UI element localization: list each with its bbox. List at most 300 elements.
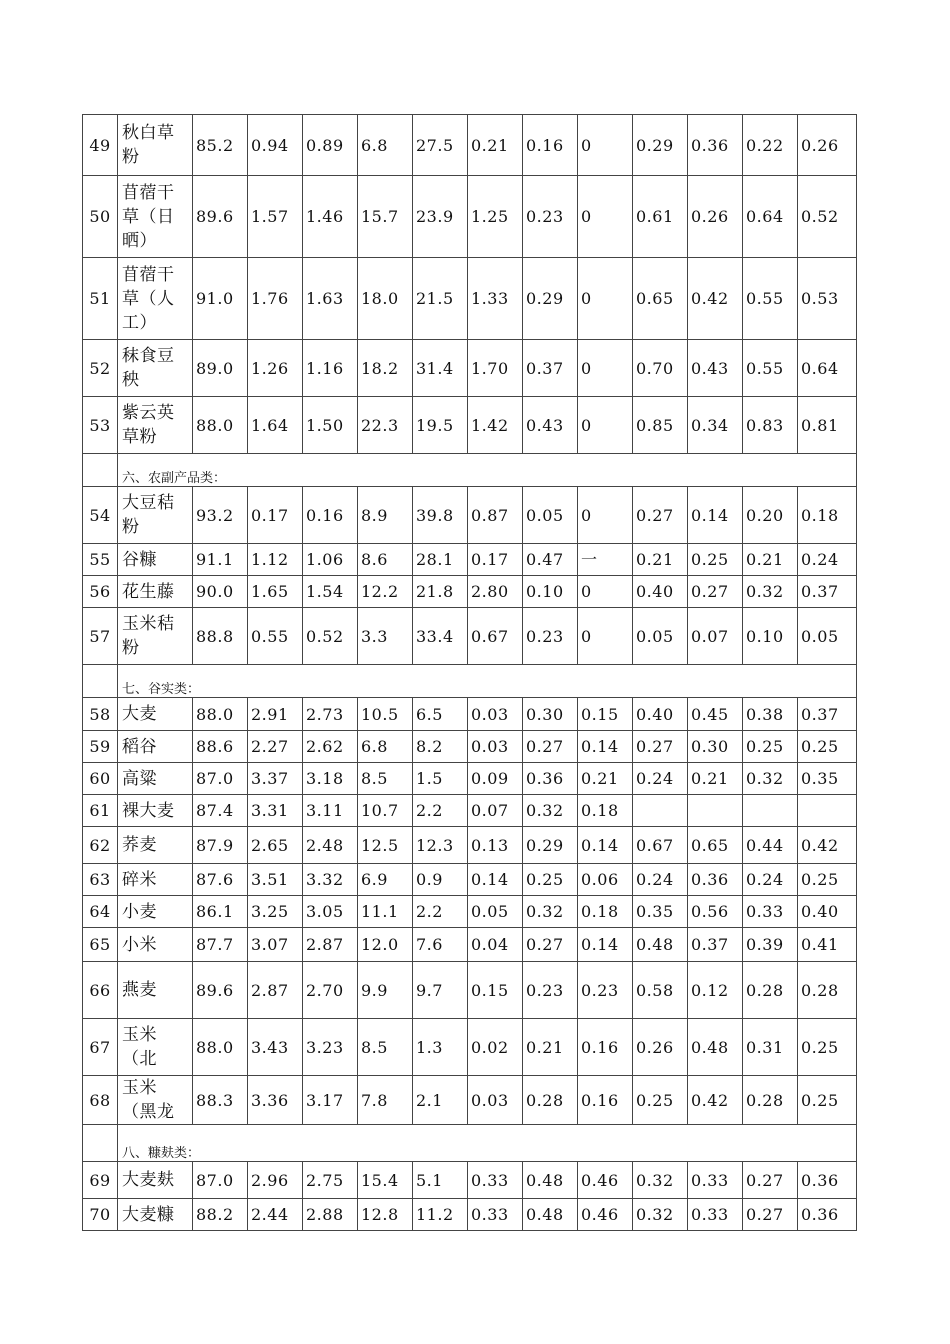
value-cell: 3.11 (303, 795, 358, 827)
value-cell: 0.48 (523, 1199, 578, 1231)
value-cell: 2.48 (303, 827, 358, 864)
value-cell: 2.96 (248, 1162, 303, 1199)
value-cell: 0.24 (633, 763, 688, 795)
value-cell: 0.23 (523, 176, 578, 258)
value-cell: 0.36 (798, 1199, 857, 1231)
row-number: 59 (83, 731, 118, 763)
value-cell: 0.27 (523, 731, 578, 763)
value-cell: 0.25 (743, 731, 798, 763)
value-cell: 88.8 (193, 608, 248, 665)
value-cell: 0 (578, 340, 633, 397)
feed-name: 花生藤 (118, 576, 193, 608)
value-cell: 0.32 (743, 576, 798, 608)
table-row (83, 340, 857, 397)
value-cell: 0.16 (523, 115, 578, 176)
feed-name: 玉米（北 (118, 1019, 193, 1076)
value-cell: 0.29 (523, 827, 578, 864)
value-cell: 3.3 (358, 608, 413, 665)
value-cell: 0.32 (523, 795, 578, 827)
value-cell: 0.26 (688, 176, 743, 258)
feed-name: 苜蓿干草（人工） (118, 258, 193, 340)
value-cell: 0.03 (468, 731, 523, 763)
table-row (83, 827, 857, 864)
value-cell: 1.33 (468, 258, 523, 340)
value-cell: 0.65 (688, 827, 743, 864)
value-cell: 89.6 (193, 962, 248, 1019)
value-cell: 0.25 (633, 1076, 688, 1125)
value-cell: 87.9 (193, 827, 248, 864)
value-cell: 0.67 (468, 608, 523, 665)
table-row (83, 544, 857, 576)
value-cell: 10.7 (358, 795, 413, 827)
value-cell: 0.38 (743, 698, 798, 731)
table-row (83, 397, 857, 454)
table-row (83, 896, 857, 928)
value-cell: 0.14 (578, 827, 633, 864)
value-cell: 0.36 (523, 763, 578, 795)
table-row (83, 115, 857, 176)
value-cell: 0.56 (688, 896, 743, 928)
value-cell: 1.50 (303, 397, 358, 454)
feed-name: 裸大麦 (118, 795, 193, 827)
value-cell: 0.25 (523, 864, 578, 896)
value-cell: 8.6 (358, 544, 413, 576)
value-cell: 0.27 (633, 731, 688, 763)
value-cell: 0.81 (798, 397, 857, 454)
value-cell: 3.51 (248, 864, 303, 896)
value-cell: 0.42 (798, 827, 857, 864)
value-cell: 0.94 (248, 115, 303, 176)
value-cell: 3.31 (248, 795, 303, 827)
value-cell: 0 (578, 115, 633, 176)
value-cell: 15.7 (358, 176, 413, 258)
row-number: 64 (83, 896, 118, 928)
feed-composition-table (82, 114, 857, 1231)
value-cell: 2.73 (303, 698, 358, 731)
section-number-cell (83, 454, 118, 487)
value-cell: 0.15 (578, 698, 633, 731)
value-cell: 0.21 (578, 763, 633, 795)
feed-name: 小麦 (118, 896, 193, 928)
value-cell: 0.17 (468, 544, 523, 576)
value-cell (688, 795, 743, 827)
section-number-cell (83, 665, 118, 698)
value-cell: 0.16 (578, 1076, 633, 1125)
value-cell: 2.91 (248, 698, 303, 731)
value-cell: 0.25 (688, 544, 743, 576)
value-cell: 12.2 (358, 576, 413, 608)
value-cell: 1.5 (413, 763, 468, 795)
table-row (83, 763, 857, 795)
value-cell: 1.3 (413, 1019, 468, 1076)
feed-name: 荞麦 (118, 827, 193, 864)
value-cell: 3.37 (248, 763, 303, 795)
value-cell: 1.63 (303, 258, 358, 340)
row-number: 54 (83, 487, 118, 544)
value-cell: 0.30 (688, 731, 743, 763)
table-row (83, 1199, 857, 1231)
value-cell: 88.2 (193, 1199, 248, 1231)
value-cell: 0.37 (688, 928, 743, 962)
table-row (83, 258, 857, 340)
section-title: 六、农副产品类： (118, 454, 857, 487)
value-cell: 0.18 (578, 795, 633, 827)
value-cell: 12.5 (358, 827, 413, 864)
row-number: 67 (83, 1019, 118, 1076)
value-cell: 90.0 (193, 576, 248, 608)
value-cell: 0.14 (468, 864, 523, 896)
value-cell: 0.04 (468, 928, 523, 962)
value-cell: 18.0 (358, 258, 413, 340)
value-cell: 2.62 (303, 731, 358, 763)
value-cell: 0.24 (743, 864, 798, 896)
value-cell: 0.33 (743, 896, 798, 928)
value-cell: 7.8 (358, 1076, 413, 1125)
value-cell: 0.02 (468, 1019, 523, 1076)
value-cell: 一 (578, 544, 633, 576)
row-number: 53 (83, 397, 118, 454)
value-cell: 0.28 (743, 1076, 798, 1125)
value-cell: 0.32 (633, 1199, 688, 1231)
value-cell: 87.0 (193, 1162, 248, 1199)
value-cell: 85.2 (193, 115, 248, 176)
value-cell: 0.31 (743, 1019, 798, 1076)
feed-name: 秋白草粉 (118, 115, 193, 176)
value-cell: 2.2 (413, 896, 468, 928)
value-cell: 0.21 (523, 1019, 578, 1076)
value-cell: 0.25 (798, 1076, 857, 1125)
value-cell: 0.24 (798, 544, 857, 576)
value-cell: 0.18 (578, 896, 633, 928)
row-number: 70 (83, 1199, 118, 1231)
value-cell: 1.64 (248, 397, 303, 454)
value-cell: 0.40 (633, 576, 688, 608)
value-cell: 7.6 (413, 928, 468, 962)
feed-name: 秣食豆秧 (118, 340, 193, 397)
value-cell: 0.36 (688, 864, 743, 896)
value-cell: 1.57 (248, 176, 303, 258)
value-cell: 0.32 (633, 1162, 688, 1199)
value-cell: 0.36 (688, 115, 743, 176)
value-cell: 91.0 (193, 258, 248, 340)
value-cell: 0.40 (633, 698, 688, 731)
value-cell: 1.16 (303, 340, 358, 397)
value-cell: 0.30 (523, 698, 578, 731)
feed-name: 高粱 (118, 763, 193, 795)
value-cell: 0.37 (798, 698, 857, 731)
value-cell: 0.27 (633, 487, 688, 544)
value-cell: 0.14 (688, 487, 743, 544)
value-cell: 0.26 (633, 1019, 688, 1076)
row-number: 55 (83, 544, 118, 576)
value-cell: 1.42 (468, 397, 523, 454)
value-cell: 27.5 (413, 115, 468, 176)
value-cell: 0.48 (523, 1162, 578, 1199)
value-cell: 0.32 (743, 763, 798, 795)
value-cell: 89.6 (193, 176, 248, 258)
value-cell: 0.64 (743, 176, 798, 258)
value-cell: 0.21 (468, 115, 523, 176)
row-number: 58 (83, 698, 118, 731)
value-cell: 88.6 (193, 731, 248, 763)
value-cell: 0.23 (523, 608, 578, 665)
table-row (83, 962, 857, 1019)
value-cell: 2.80 (468, 576, 523, 608)
feed-name: 谷糠 (118, 544, 193, 576)
value-cell: 0.41 (798, 928, 857, 962)
value-cell: 6.5 (413, 698, 468, 731)
value-cell: 0.64 (798, 340, 857, 397)
value-cell: 11.2 (413, 1199, 468, 1231)
row-number: 56 (83, 576, 118, 608)
value-cell: 0.61 (633, 176, 688, 258)
value-cell: 18.2 (358, 340, 413, 397)
row-number: 51 (83, 258, 118, 340)
value-cell: 28.1 (413, 544, 468, 576)
value-cell: 0.23 (523, 962, 578, 1019)
value-cell: 0.37 (523, 340, 578, 397)
value-cell: 2.75 (303, 1162, 358, 1199)
value-cell: 12.0 (358, 928, 413, 962)
table-row (83, 698, 857, 731)
value-cell: 6.9 (358, 864, 413, 896)
value-cell: 0.05 (468, 896, 523, 928)
row-number: 57 (83, 608, 118, 665)
value-cell: 0.27 (743, 1162, 798, 1199)
value-cell: 0.35 (798, 763, 857, 795)
section-header-row (83, 454, 857, 487)
value-cell: 0.20 (743, 487, 798, 544)
value-cell: 0.24 (633, 864, 688, 896)
value-cell: 0.28 (798, 962, 857, 1019)
section-header-row (83, 665, 857, 698)
value-cell: 0.28 (523, 1076, 578, 1125)
value-cell: 0.58 (633, 962, 688, 1019)
value-cell: 3.25 (248, 896, 303, 928)
value-cell: 0.83 (743, 397, 798, 454)
value-cell: 3.05 (303, 896, 358, 928)
table-row (83, 608, 857, 665)
value-cell: 0.33 (468, 1162, 523, 1199)
value-cell: 0.53 (798, 258, 857, 340)
value-cell: 0.44 (743, 827, 798, 864)
value-cell: 21.5 (413, 258, 468, 340)
feed-name: 大麦麸 (118, 1162, 193, 1199)
value-cell: 1.26 (248, 340, 303, 397)
value-cell: 88.0 (193, 698, 248, 731)
value-cell: 0.52 (798, 176, 857, 258)
value-cell: 93.2 (193, 487, 248, 544)
table-row (83, 1162, 857, 1199)
value-cell: 0.29 (633, 115, 688, 176)
value-cell: 0.25 (798, 864, 857, 896)
table-row (83, 928, 857, 962)
value-cell: 0.36 (798, 1162, 857, 1199)
value-cell: 0.15 (468, 962, 523, 1019)
value-cell: 0.14 (578, 928, 633, 962)
value-cell: 0.65 (633, 258, 688, 340)
section-number-cell (83, 1125, 118, 1162)
value-cell: 19.5 (413, 397, 468, 454)
value-cell: 0.23 (578, 962, 633, 1019)
value-cell: 0.06 (578, 864, 633, 896)
value-cell: 0.37 (798, 576, 857, 608)
value-cell: 1.65 (248, 576, 303, 608)
value-cell: 0.48 (688, 1019, 743, 1076)
value-cell: 0.55 (248, 608, 303, 665)
value-cell: 0.33 (468, 1199, 523, 1231)
value-cell: 0.67 (633, 827, 688, 864)
value-cell: 3.23 (303, 1019, 358, 1076)
row-number: 52 (83, 340, 118, 397)
value-cell: 0.05 (798, 608, 857, 665)
value-cell: 1.54 (303, 576, 358, 608)
value-cell: 0.9 (413, 864, 468, 896)
value-cell: 22.3 (358, 397, 413, 454)
value-cell: 0 (578, 397, 633, 454)
row-number: 69 (83, 1162, 118, 1199)
value-cell: 9.9 (358, 962, 413, 1019)
value-cell: 0.34 (688, 397, 743, 454)
value-cell: 1.25 (468, 176, 523, 258)
feed-name: 紫云英草粉 (118, 397, 193, 454)
value-cell: 0.13 (468, 827, 523, 864)
value-cell: 0.03 (468, 1076, 523, 1125)
value-cell: 6.8 (358, 731, 413, 763)
value-cell: 0.27 (743, 1199, 798, 1231)
value-cell: 2.70 (303, 962, 358, 1019)
table-row (83, 576, 857, 608)
feed-name: 碎米 (118, 864, 193, 896)
value-cell: 0.85 (633, 397, 688, 454)
value-cell (743, 795, 798, 827)
value-cell: 0.21 (633, 544, 688, 576)
value-cell: 0.03 (468, 698, 523, 731)
value-cell: 0.21 (688, 763, 743, 795)
value-cell: 0.25 (798, 731, 857, 763)
value-cell: 0.09 (468, 763, 523, 795)
feed-name: 小米 (118, 928, 193, 962)
value-cell: 0.25 (798, 1019, 857, 1076)
value-cell: 1.12 (248, 544, 303, 576)
value-cell: 0.27 (523, 928, 578, 962)
value-cell: 0.33 (688, 1162, 743, 1199)
value-cell: 87.0 (193, 763, 248, 795)
row-number: 50 (83, 176, 118, 258)
row-number: 61 (83, 795, 118, 827)
value-cell: 0.35 (633, 896, 688, 928)
value-cell: 3.18 (303, 763, 358, 795)
value-cell: 2.87 (303, 928, 358, 962)
row-number: 68 (83, 1076, 118, 1125)
value-cell: 1.76 (248, 258, 303, 340)
value-cell: 0.27 (688, 576, 743, 608)
value-cell (633, 795, 688, 827)
value-cell: 0.33 (688, 1199, 743, 1231)
value-cell: 0.05 (523, 487, 578, 544)
value-cell: 2.88 (303, 1199, 358, 1231)
value-cell: 1.70 (468, 340, 523, 397)
value-cell: 0.46 (578, 1199, 633, 1231)
value-cell: 3.43 (248, 1019, 303, 1076)
value-cell: 0.48 (633, 928, 688, 962)
row-number: 66 (83, 962, 118, 1019)
value-cell: 0 (578, 576, 633, 608)
value-cell: 0.28 (743, 962, 798, 1019)
value-cell: 88.3 (193, 1076, 248, 1125)
value-cell: 3.32 (303, 864, 358, 896)
feed-name: 稻谷 (118, 731, 193, 763)
value-cell: 0.70 (633, 340, 688, 397)
value-cell: 0.26 (798, 115, 857, 176)
value-cell: 2.87 (248, 962, 303, 1019)
row-number: 65 (83, 928, 118, 962)
value-cell: 0.55 (743, 340, 798, 397)
value-cell: 10.5 (358, 698, 413, 731)
value-cell: 8.5 (358, 763, 413, 795)
value-cell: 39.8 (413, 487, 468, 544)
section-title: 八、糠麸类： (118, 1125, 857, 1162)
value-cell: 89.0 (193, 340, 248, 397)
value-cell: 86.1 (193, 896, 248, 928)
value-cell: 11.1 (358, 896, 413, 928)
table-row (83, 795, 857, 827)
value-cell: 0.45 (688, 698, 743, 731)
value-cell: 3.17 (303, 1076, 358, 1125)
value-cell: 5.1 (413, 1162, 468, 1199)
value-cell: 2.27 (248, 731, 303, 763)
value-cell: 31.4 (413, 340, 468, 397)
table-row (83, 731, 857, 763)
value-cell: 0.29 (523, 258, 578, 340)
feed-name: 玉米（黑龙 (118, 1076, 193, 1125)
feed-name: 大麦糠 (118, 1199, 193, 1231)
value-cell: 0.47 (523, 544, 578, 576)
section-title: 七、谷实类： (118, 665, 857, 698)
section-header-row (83, 1125, 857, 1162)
value-cell (798, 795, 857, 827)
table-row (83, 864, 857, 896)
value-cell: 0.22 (743, 115, 798, 176)
value-cell: 91.1 (193, 544, 248, 576)
value-cell: 3.07 (248, 928, 303, 962)
value-cell: 15.4 (358, 1162, 413, 1199)
value-cell: 1.46 (303, 176, 358, 258)
value-cell: 0.43 (523, 397, 578, 454)
value-cell: 0.42 (688, 1076, 743, 1125)
value-cell: 87.6 (193, 864, 248, 896)
feed-name: 大麦 (118, 698, 193, 731)
table-row (83, 487, 857, 544)
table-row (83, 1076, 857, 1125)
value-cell: 8.5 (358, 1019, 413, 1076)
value-cell: 87.7 (193, 928, 248, 962)
value-cell: 0.89 (303, 115, 358, 176)
value-cell: 8.2 (413, 731, 468, 763)
value-cell: 12.8 (358, 1199, 413, 1231)
value-cell: 2.1 (413, 1076, 468, 1125)
value-cell: 88.0 (193, 397, 248, 454)
value-cell: 6.8 (358, 115, 413, 176)
value-cell: 0.10 (523, 576, 578, 608)
value-cell: 0.16 (303, 487, 358, 544)
value-cell: 8.9 (358, 487, 413, 544)
row-number: 49 (83, 115, 118, 176)
table-row (83, 1019, 857, 1076)
value-cell: 2.44 (248, 1199, 303, 1231)
value-cell: 0.87 (468, 487, 523, 544)
value-cell: 12.3 (413, 827, 468, 864)
